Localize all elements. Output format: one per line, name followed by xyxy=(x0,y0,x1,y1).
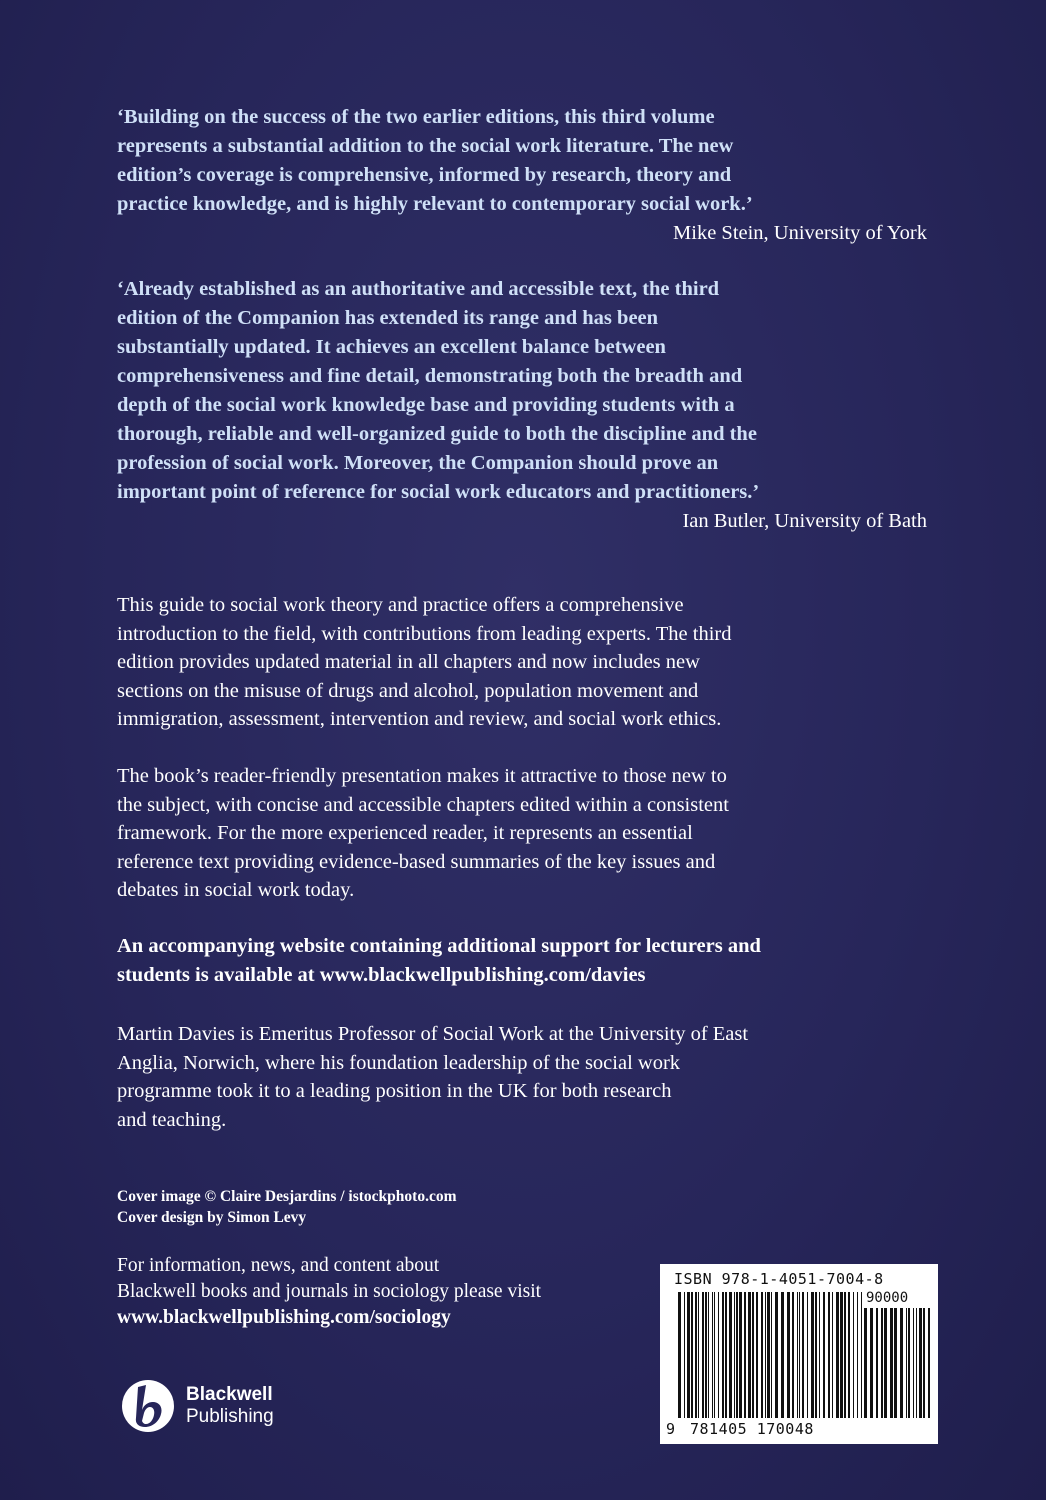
barcode-bar xyxy=(752,1292,754,1418)
barcode-bar xyxy=(853,1292,854,1418)
barcode-bar xyxy=(756,1292,758,1418)
barcode-bar xyxy=(761,1292,763,1418)
review-quote-1 xyxy=(117,103,927,248)
barcode-bar xyxy=(708,1292,709,1418)
barcode-bar xyxy=(876,1308,878,1418)
info-url: www.blackwellpublishing.com/sociology xyxy=(117,1307,451,1328)
info-line: For information, news, and content about xyxy=(117,1255,440,1276)
barcode-bar xyxy=(714,1292,715,1418)
text-line: and teaching. xyxy=(117,1108,227,1131)
description-paragraph-1 xyxy=(117,591,917,734)
text-line: Anglia, Norwich, where his foundation leadership of the social work xyxy=(117,1051,681,1074)
text-line: immigration, assessment, intervention and review, and social work ethics. xyxy=(117,708,722,730)
text-line: sections on the misuse of drugs and alcohol, population movement and xyxy=(117,679,699,702)
barcode-bar xyxy=(861,1292,862,1418)
cover-image-credit: Cover image © Claire Desjardins / istockphoto.com xyxy=(117,1188,457,1205)
cover-design-credit: Cover design by Simon Levy xyxy=(117,1209,307,1226)
barcode-lead-digit: 9 xyxy=(666,1420,676,1438)
quote-line: practice knowledge, and is highly relevant to contemporary social work.’ xyxy=(117,193,753,215)
barcode-bar xyxy=(857,1292,858,1418)
barcode-bar xyxy=(765,1292,766,1418)
quote-line: edition of the Companion has extended its range and has been xyxy=(117,307,659,329)
barcode-bar xyxy=(802,1292,804,1418)
barcode-bar xyxy=(722,1292,724,1418)
barcode-bar xyxy=(815,1292,817,1418)
quote-line: thorough, reliable and well-organized guide to both the discipline and the xyxy=(117,423,757,445)
barcode-bar xyxy=(848,1292,850,1418)
barcode-bar xyxy=(771,1292,772,1418)
barcode-bar xyxy=(787,1292,790,1418)
quote-line: important point of reference for social work educators and practitioners.’ xyxy=(117,481,760,503)
barcode-bar xyxy=(767,1292,770,1418)
barcode-bar xyxy=(913,1308,914,1418)
isbn-label: ISBN 978-1-4051-7004-8 xyxy=(674,1270,884,1288)
text-line: Martin Davies is Emeritus Professor of Social Work at the University of East xyxy=(117,1023,749,1045)
barcode-bar xyxy=(906,1308,907,1418)
barcode-bar xyxy=(807,1292,808,1418)
barcode-bar xyxy=(823,1292,825,1418)
barcode-bar xyxy=(919,1308,922,1418)
barcode-bar xyxy=(836,1292,839,1418)
quote-line: edition’s coverage is comprehensive, informed by research, theory and xyxy=(117,164,732,186)
barcode-bar xyxy=(828,1292,830,1418)
quote-line: comprehensiveness and fine detail, demonstrating both the breadth and xyxy=(117,365,743,387)
barcode-bar xyxy=(705,1292,707,1418)
barcode-bar xyxy=(748,1292,751,1418)
author-bio-paragraph xyxy=(117,1020,917,1134)
barcode-bar xyxy=(811,1292,814,1418)
barcode-bar xyxy=(695,1292,697,1418)
text-line: debates in social work today. xyxy=(117,879,355,901)
quote-line: ‘Building on the success of the two earlier editions, this third volume xyxy=(117,106,715,128)
quote-line: ‘Already established as an authoritative and accessible text, the third xyxy=(117,278,720,300)
publisher-name xyxy=(186,1384,274,1428)
text-line: framework. For the more experienced reader, it represents an essential xyxy=(117,822,693,844)
quote-line: depth of the social work knowledge base and providing students with a xyxy=(117,394,735,416)
text-line: reference text providing evidence-based summaries of the key issues and xyxy=(117,850,716,873)
barcode-bar xyxy=(908,1308,910,1418)
barcode-bar xyxy=(916,1308,917,1418)
barcode-bar xyxy=(691,1292,693,1418)
barcode-bar xyxy=(702,1292,704,1418)
description-paragraph-2 xyxy=(117,762,917,905)
price-code: 90000 xyxy=(866,1290,909,1306)
quote-line: profession of social work. Moreover, the Companion should prove an xyxy=(117,452,719,474)
barcode-digits: 781405 170048 xyxy=(690,1420,814,1438)
barcode-bar xyxy=(797,1292,798,1418)
quote-line: substantially updated. It achieves an excellent balance between xyxy=(117,336,666,358)
addon-barcode-bars xyxy=(864,1308,930,1418)
quote-line: represents a substantial addition to the social work literature. The new xyxy=(117,135,734,157)
barcode-bar xyxy=(799,1292,800,1418)
text-line: An accompanying website containing additional support for lecturers and xyxy=(117,935,761,957)
barcode-bar xyxy=(725,1292,727,1418)
barcode-bar xyxy=(678,1292,681,1418)
text-line: This guide to social work theory and practice offers a comprehensive xyxy=(117,594,684,616)
barcode-bar xyxy=(698,1292,699,1418)
text-line: the subject, with concise and accessible chapters edited within a consistent xyxy=(117,793,729,816)
publisher-logo xyxy=(122,1378,274,1434)
barcode-bar xyxy=(687,1292,690,1418)
barcode-bar xyxy=(884,1308,887,1418)
cover-credits xyxy=(117,1186,637,1228)
barcode-bar xyxy=(744,1292,746,1418)
barcode-bar xyxy=(729,1292,732,1418)
barcode-bar xyxy=(684,1292,685,1418)
publisher-name-line-2: Publishing xyxy=(186,1406,274,1427)
barcode-bars xyxy=(678,1292,862,1418)
barcode-bar xyxy=(923,1308,925,1418)
blackwell-b-logo-icon xyxy=(122,1380,174,1432)
barcode-bar xyxy=(781,1292,784,1418)
publisher-name-line-1: Blackwell xyxy=(186,1384,273,1405)
text-line: The book’s reader-friendly presentation makes it attractive to those new to xyxy=(117,765,727,787)
barcode-bar xyxy=(840,1292,843,1418)
barcode-bar xyxy=(775,1292,778,1418)
barcode-bar xyxy=(881,1308,883,1418)
text-line: programme took it to a leading position in the UK for both research xyxy=(117,1080,672,1102)
text-line: edition provides updated material in all chapters and now includes new xyxy=(117,651,700,673)
barcode-bar xyxy=(844,1292,846,1418)
barcode-bar xyxy=(832,1292,833,1418)
barcode-bar xyxy=(712,1292,713,1418)
barcode-bar xyxy=(900,1308,903,1418)
info-line: Blackwell books and journals in sociology please visit xyxy=(117,1281,542,1302)
publisher-info xyxy=(117,1253,637,1331)
barcode-bar xyxy=(718,1292,719,1418)
barcode-bar xyxy=(864,1308,867,1418)
isbn-barcode xyxy=(660,1264,938,1444)
barcode-bar xyxy=(739,1292,742,1418)
barcode-bar xyxy=(890,1308,893,1418)
text-line: introduction to the field, with contributions from leading experts. The third xyxy=(117,622,732,645)
barcode-bar xyxy=(819,1292,820,1418)
text-line: students is available at www.blackwellpublishing.com/davies xyxy=(117,963,646,986)
barcode-bar xyxy=(928,1308,930,1418)
website-paragraph xyxy=(117,932,917,989)
barcode-bar xyxy=(894,1308,897,1418)
barcode-bar xyxy=(792,1292,794,1418)
barcode-bar xyxy=(870,1308,873,1418)
barcode-bar xyxy=(734,1292,735,1418)
quote-attribution: Mike Stein, University of York xyxy=(673,222,927,244)
quote-attribution: Ian Butler, University of Bath xyxy=(682,510,927,532)
barcode-bar xyxy=(736,1292,738,1418)
review-quote-2 xyxy=(117,275,927,536)
